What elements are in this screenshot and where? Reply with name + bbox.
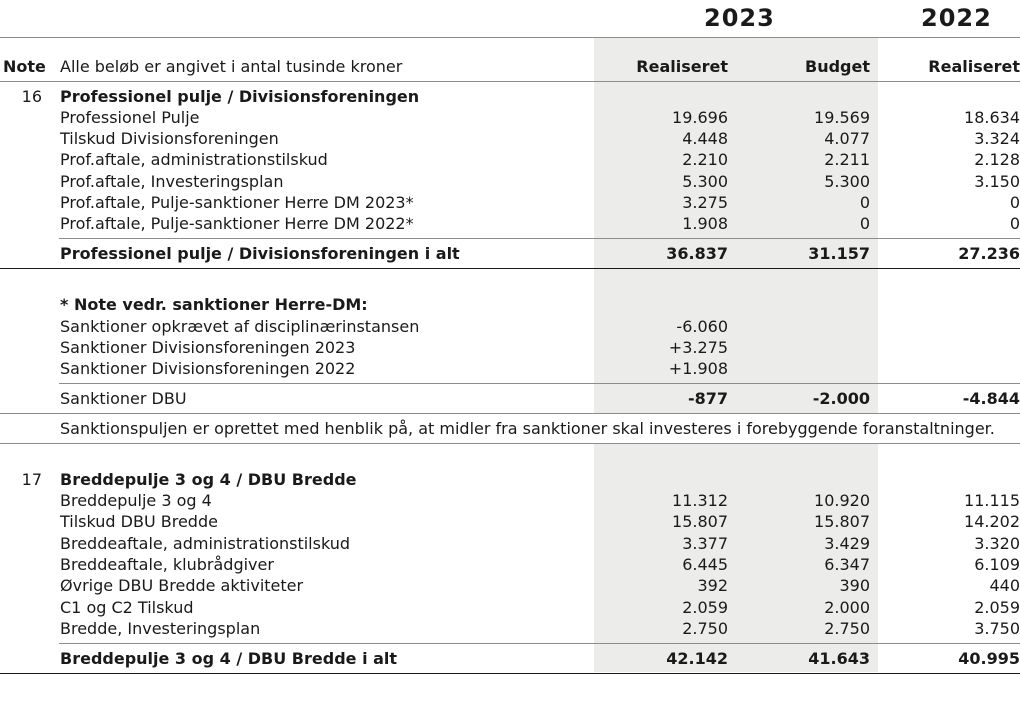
cell-realiseret-2023: +1.908 — [668, 359, 728, 378]
cell-realiseret-2023: 11.312 — [672, 491, 728, 510]
cell-realiseret-2022: 3.750 — [974, 618, 1020, 638]
row-label: Prof.aftale, administrationstilskud — [60, 150, 328, 170]
cell-realiseret-2023: 15.807 — [672, 512, 728, 532]
year-2023: 2023 — [704, 4, 775, 32]
cell-realiseret-2023: 2.750 — [682, 618, 728, 638]
table-row — [0, 149, 1020, 170]
note17-heading — [0, 469, 1020, 490]
cell-realiseret-2022: 11.115 — [964, 491, 1020, 510]
table-row — [0, 107, 1020, 128]
total-label: Breddepulje 3 og 4 / DBU Bredde i alt — [60, 649, 398, 668]
row-label: Sanktioner Divisionsforeningen 2023 — [60, 338, 356, 357]
cell-realiseret-2022: 3.324 — [974, 129, 1020, 149]
total-realiseret-2022: 40.995 — [958, 649, 1020, 668]
cell-budget-2023: 10.920 — [814, 491, 870, 510]
cell-realiseret-2022: 440 — [989, 576, 1020, 596]
year-2022: 2022 — [921, 4, 992, 32]
sanctions-total-row — [0, 388, 1020, 409]
total-budget-2023: 31.157 — [808, 244, 870, 263]
total-label: Professionel pulje / Divisionsforeningen i alt — [60, 244, 460, 263]
cell-budget-2023: 4.077 — [824, 129, 870, 149]
cell-budget-2023: 3.429 — [824, 533, 870, 553]
row-label: Tilskud DBU Bredde — [60, 512, 218, 532]
cell-realiseret-2022: 18.634 — [964, 108, 1020, 127]
cell-realiseret-2023: -6.060 — [676, 317, 728, 336]
note17-total-rule — [59, 643, 1020, 644]
table-row — [0, 490, 1020, 511]
table-row — [0, 316, 1020, 337]
row-label: Tilskud Divisionsforeningen — [60, 129, 279, 149]
cell-realiseret-2023: 3.275 — [682, 192, 728, 212]
cell-budget-2023: 0 — [859, 214, 870, 233]
cell-realiseret-2023: 6.445 — [682, 554, 728, 574]
cell-realiseret-2023: 392 — [697, 576, 728, 596]
row-label: Prof.aftale, Pulje-sanktioner Herre DM 2022* — [60, 214, 414, 233]
table-row — [0, 618, 1020, 639]
section-title: Professionel pulje / Divisionsforeningen — [60, 87, 420, 106]
cell-realiseret-2022: 0 — [1009, 214, 1020, 233]
cell-budget-2023: 19.569 — [814, 108, 870, 127]
cell-realiseret-2023: 4.448 — [682, 129, 728, 149]
row-label: C1 og C2 Tilskud — [60, 597, 194, 617]
cell-realiseret-2023: 2.210 — [682, 150, 728, 170]
cell-budget-2023: 2.211 — [824, 150, 870, 170]
total-realiseret-2023: 42.142 — [666, 649, 728, 668]
sanctions-end-rule — [0, 413, 1020, 414]
sanctions-heading — [0, 294, 1020, 315]
cell-realiseret-2022: 3.150 — [974, 171, 1020, 191]
table-row — [0, 337, 1020, 358]
table-row — [0, 533, 1020, 554]
row-label: Breddeaftale, klubrådgiver — [60, 554, 274, 574]
note-column-header: Note — [3, 57, 46, 76]
note-number: 16 — [21, 87, 42, 106]
cell-budget-2023: 15.807 — [814, 512, 870, 532]
note16-total-rule — [59, 238, 1020, 239]
cell-realiseret-2023: 5.300 — [682, 171, 728, 191]
table-row — [0, 554, 1020, 575]
cell-realiseret-2022: 0 — [1009, 192, 1020, 212]
table-row — [0, 597, 1020, 618]
cell-realiseret-2023: 2.059 — [682, 597, 728, 617]
total-budget-2023: 41.643 — [808, 649, 870, 668]
total-realiseret-2022: -4.844 — [962, 389, 1020, 408]
col-realiseret-2022: Realiseret — [928, 57, 1020, 76]
col-budget-2023: Budget — [805, 57, 870, 76]
col-realiseret-2023: Realiseret — [636, 57, 728, 76]
top-rule — [0, 37, 1020, 38]
table-row — [0, 358, 1020, 379]
total-label: Sanktioner DBU — [60, 389, 187, 408]
row-label: Bredde, Investeringsplan — [60, 618, 261, 638]
note-number: 17 — [21, 470, 42, 489]
note16-heading — [0, 86, 1020, 107]
cell-budget-2023: 2.000 — [824, 597, 870, 617]
cell-budget-2023: 390 — [839, 576, 870, 596]
cell-budget-2023: 6.347 — [824, 554, 870, 574]
total-budget-2023: -2.000 — [812, 389, 870, 408]
note17-total-row — [0, 648, 1020, 669]
footnote-rule — [0, 443, 1020, 444]
sanctions-footnote — [0, 418, 1020, 439]
table-row — [0, 213, 1020, 234]
table-row — [0, 575, 1020, 596]
sanctions-title: * Note vedr. sanktioner Herre-DM: — [60, 295, 368, 314]
footnote-text: Sanktionspuljen er oprettet med henblik på, at midler fra sanktioner skal investeres i forebyggende foranstaltninger. — [60, 419, 995, 438]
row-label: Professionel Pulje — [60, 108, 200, 127]
cell-realiseret-2022: 14.202 — [964, 512, 1020, 532]
row-label: Sanktioner Divisionsforeningen 2022 — [60, 359, 356, 378]
table-row — [0, 128, 1020, 149]
cell-realiseret-2022: 2.059 — [974, 597, 1020, 617]
cell-budget-2023: 0 — [859, 192, 870, 212]
cell-realiseret-2022: 2.128 — [974, 150, 1020, 170]
note17-end-rule — [0, 673, 1020, 674]
row-label: Prof.aftale, Investeringsplan — [60, 171, 284, 191]
cell-budget-2023: 5.300 — [824, 171, 870, 191]
section-title: Breddepulje 3 og 4 / DBU Bredde — [60, 470, 357, 489]
note16-total-row — [0, 243, 1020, 264]
description-column-header: Alle beløb er angivet i antal tusinde kroner — [60, 57, 403, 76]
sanctions-total-rule — [59, 383, 1020, 384]
cell-realiseret-2023: +3.275 — [668, 338, 728, 357]
cell-realiseret-2023: 1.908 — [682, 214, 728, 233]
table-row — [0, 192, 1020, 213]
row-label: Breddeaftale, administrationstilskud — [60, 533, 351, 553]
row-label: Prof.aftale, Pulje-sanktioner Herre DM 2023* — [60, 192, 414, 212]
cell-realiseret-2023: 3.377 — [682, 533, 728, 553]
total-realiseret-2023: -877 — [687, 389, 728, 408]
cell-realiseret-2022: 6.109 — [974, 554, 1020, 574]
total-realiseret-2022: 27.236 — [958, 244, 1020, 263]
table-row — [0, 511, 1020, 532]
cell-realiseret-2023: 19.696 — [672, 108, 728, 127]
cell-budget-2023: 2.750 — [824, 618, 870, 638]
table-row — [0, 171, 1020, 192]
cell-realiseret-2022: 3.320 — [974, 533, 1020, 553]
header-rule — [0, 81, 1020, 82]
row-label: Breddepulje 3 og 4 — [60, 491, 212, 510]
row-label: Øvrige DBU Bredde aktiviteter — [60, 576, 304, 596]
row-label: Sanktioner opkrævet af disciplinærinstansen — [60, 317, 420, 336]
note16-end-rule — [0, 268, 1020, 269]
total-realiseret-2023: 36.837 — [666, 244, 728, 263]
